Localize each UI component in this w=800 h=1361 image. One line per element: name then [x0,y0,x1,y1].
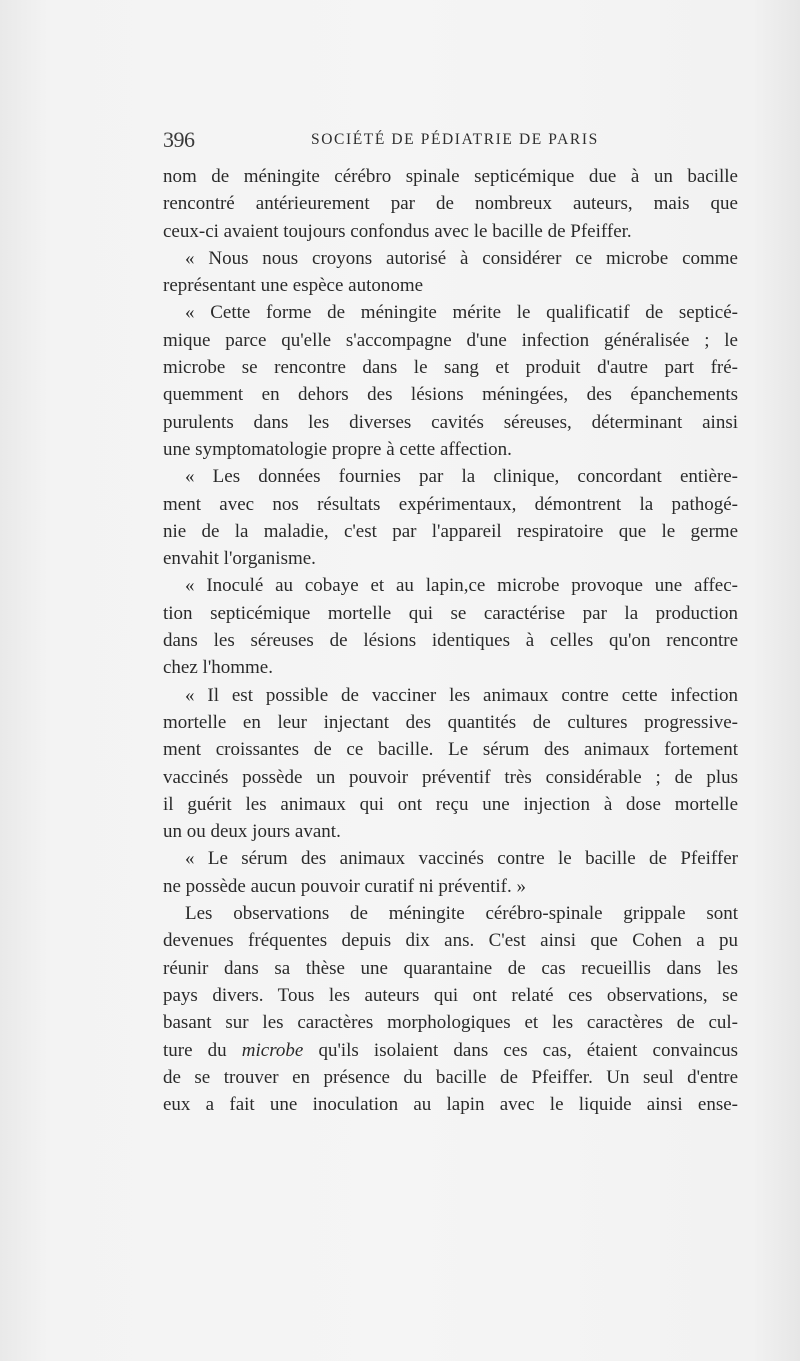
text-line: pays divers. Tous les auteurs qui ont relaté ces observations, se [163,984,738,1006]
text-fragment: qu'ils isolaient dans ces cas, étaient convaincus [318,1039,738,1061]
text-line: mique parce qu'elle s'accompagne d'une infection généralisée ; le [163,329,738,351]
text-line: une symptomatologie propre à cette affection. [163,438,512,460]
text-line: basant sur les caractères morphologiques et les caractères de cul- [163,1012,738,1034]
page-header [163,127,738,161]
text-line: quemment en dehors des lésions méningées, des épanchements [163,384,738,406]
text-line: représentant une espèce autonome [163,275,424,297]
text-fragment: ture du [163,1039,227,1061]
italic-word: microbe [241,1039,304,1061]
text-line: de se trouver en présence du bacille de Pfeiffer. Un seul d'entre [163,1066,738,1088]
text-line: il guérit les animaux qui ont reçu une injection à dose mortelle [163,793,738,815]
text-line: mortelle en leur injectant des quantités de cultures progressive- [163,711,738,733]
text-line: ceux-ci avaient toujours confondus avec le bacille de Pfeiffer. [163,220,632,242]
page-number: 396 [163,127,195,152]
text-line: nom de méningite cérébro spinale septicémique due à un bacille [163,166,738,187]
text-line: dans les séreuses de lésions identiques à celles qu'on rencontre [163,630,738,652]
text-line: « Cette forme de méningite mérite le qualificatif de septicé- [185,302,738,324]
text-line: « Les données fournies par la clinique, concordant entière- [185,466,738,488]
text-line: devenues fréquentes depuis dix ans. C'est ainsi que Cohen a pu [163,930,738,952]
text-line: tion septicémique mortelle qui se caractérise par la production [163,602,738,624]
running-title: SOCIÉTÉ DE PÉDIATRIE DE PARIS [311,131,599,148]
text-line-mixed [163,1037,738,1064]
text-line: rencontré antérieurement par de nombreux auteurs, mais que [163,193,738,215]
text-line: envahit l'organisme. [163,548,316,570]
text-line: « Nous nous croyons autorisé à considérer ce microbe comme [185,247,738,269]
text-line: chez l'homme. [163,657,273,679]
text-line: « Inoculé au cobaye et au lapin,ce microbe provoque une affec- [185,575,738,597]
text-line: réunir dans sa thèse une quarantaine de cas recueillis dans les [163,957,738,979]
text-line: ne possède aucun pouvoir curatif ni préventif. » [163,875,526,897]
text-line: Les observations de méningite cérébro-spinale grippale sont [185,903,738,925]
text-line: microbe se rencontre dans le sang et produit d'autre part fré- [163,357,738,379]
text-line: nie de la maladie, c'est par l'appareil respiratoire que le germe [163,520,738,542]
text-line: ment croissantes de ce bacille. Le sérum des animaux fortement [163,739,738,761]
text-line: ment avec nos résultats expérimentaux, démontrent la pathogé- [163,493,738,515]
text-line: un ou deux jours avant. [163,821,341,843]
text-line: purulents dans les diverses cavités séreuses, déterminant ainsi [163,411,738,433]
text-line: vaccinés possède un pouvoir préventif très considérable ; de plus [163,766,738,788]
text-line: eux a fait une inoculation au lapin avec le liquide ainsi ense- [163,1094,738,1116]
text-line: « Le sérum des animaux vaccinés contre le bacille de Pfeiffer [185,848,738,870]
body-text [163,163,738,1118]
text-line: « Il est possible de vacciner les animaux contre cette infection [185,684,738,706]
